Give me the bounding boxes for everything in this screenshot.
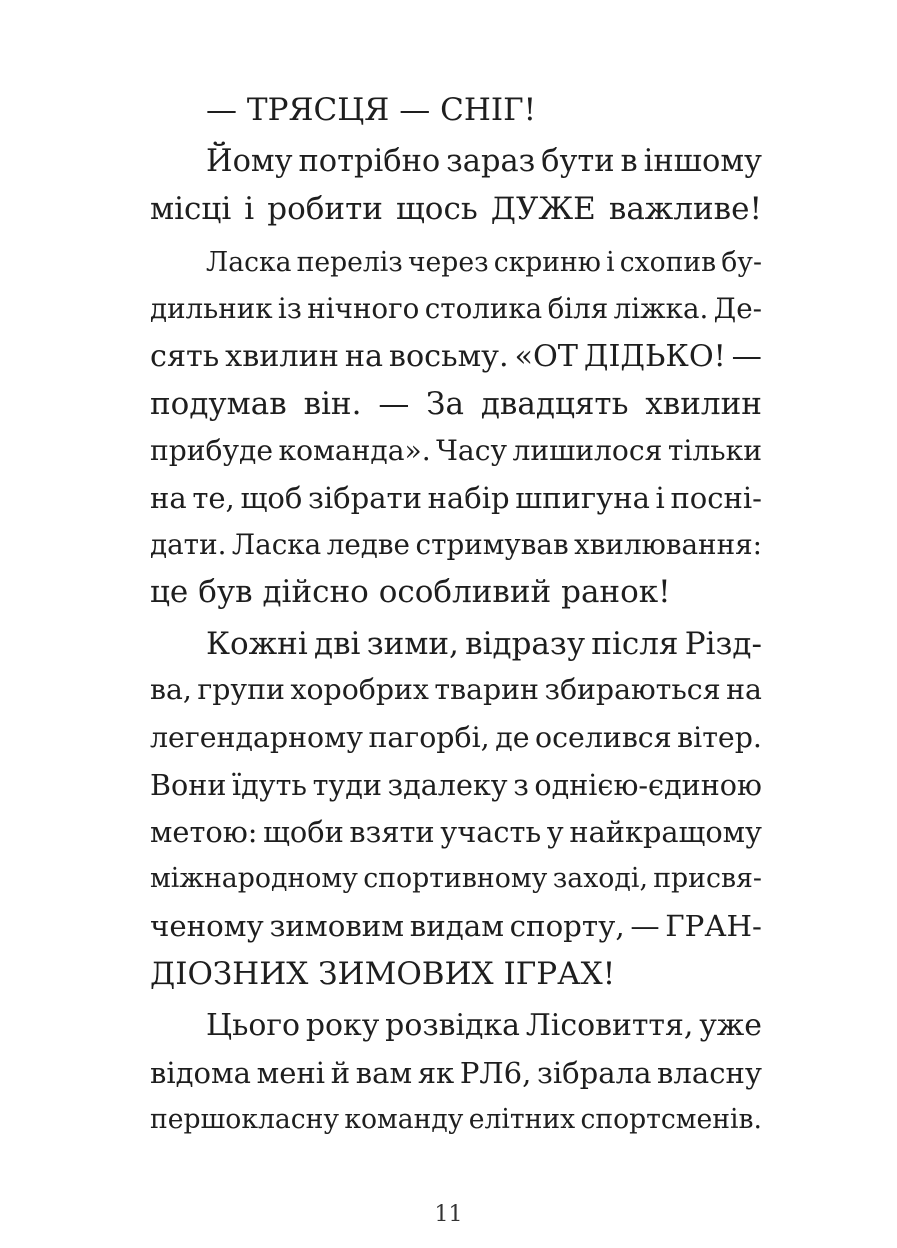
word: і bbox=[655, 481, 665, 515]
word: туди bbox=[312, 768, 382, 802]
word: Кожні bbox=[206, 626, 308, 662]
word: відразу bbox=[465, 626, 586, 662]
text-line bbox=[150, 568, 762, 616]
word: Йому bbox=[206, 144, 293, 179]
word: щось bbox=[395, 191, 478, 227]
word: оселився bbox=[535, 721, 672, 754]
word: схопив bbox=[619, 247, 717, 278]
word: здалеку bbox=[387, 768, 508, 802]
word: ДІДЬКО! bbox=[583, 339, 726, 374]
word: команда». bbox=[278, 434, 431, 467]
word: дати. bbox=[150, 528, 227, 561]
word: ДУЖЕ bbox=[490, 191, 596, 227]
text-line bbox=[150, 902, 762, 950]
word: метою: bbox=[150, 815, 258, 849]
word: дві bbox=[313, 626, 361, 662]
word: вітер. bbox=[677, 721, 762, 754]
text-line bbox=[150, 714, 762, 762]
word: легендарному bbox=[150, 721, 363, 754]
word: дильник bbox=[150, 292, 273, 325]
word: заході, bbox=[552, 863, 648, 894]
text-line bbox=[150, 666, 762, 714]
word: іншому bbox=[643, 144, 762, 179]
word: року bbox=[305, 1008, 380, 1043]
word: міжнародному bbox=[150, 863, 358, 894]
word: — bbox=[378, 386, 410, 422]
text-line bbox=[206, 620, 762, 668]
word: Ласка bbox=[231, 528, 322, 561]
word: тільки bbox=[667, 434, 762, 467]
word: тварин bbox=[434, 673, 539, 706]
word: на bbox=[344, 339, 384, 374]
word: вам bbox=[355, 1056, 413, 1090]
word: ранок! bbox=[561, 574, 671, 610]
word: ченому bbox=[150, 909, 264, 943]
word: і bbox=[606, 247, 615, 278]
word: зібрала bbox=[537, 1056, 652, 1090]
word: ва, bbox=[150, 673, 192, 706]
word: сять bbox=[150, 339, 220, 374]
word: Вони bbox=[150, 768, 227, 802]
word: переліз bbox=[296, 247, 403, 278]
word: першокласну bbox=[150, 1104, 340, 1135]
word: пагорбі, bbox=[368, 721, 490, 754]
text-line bbox=[206, 1002, 762, 1050]
word: видам bbox=[409, 909, 504, 943]
word: їдуть bbox=[231, 768, 307, 802]
word: присвя- bbox=[653, 863, 762, 894]
word: бути bbox=[541, 144, 615, 179]
word: відома bbox=[150, 1056, 251, 1090]
word: у bbox=[546, 815, 564, 849]
text-line bbox=[150, 950, 762, 998]
text-line bbox=[150, 521, 762, 569]
word: — bbox=[630, 909, 660, 943]
word: нічного bbox=[307, 292, 420, 325]
word: хвилин bbox=[225, 339, 339, 374]
word: після bbox=[591, 626, 679, 662]
word: був bbox=[198, 574, 253, 610]
word: це bbox=[150, 574, 189, 610]
text-line bbox=[206, 138, 762, 186]
word: робити bbox=[267, 191, 383, 227]
word: команду bbox=[344, 1104, 464, 1135]
word: уже bbox=[699, 1008, 762, 1043]
word: і bbox=[244, 191, 255, 227]
word: Різд- bbox=[684, 626, 762, 662]
text-line bbox=[150, 1096, 762, 1144]
text-line bbox=[150, 761, 762, 809]
word: особливий bbox=[378, 574, 552, 610]
word: розвідка bbox=[385, 1008, 520, 1043]
word: ТРЯСЦЯ bbox=[246, 92, 390, 128]
word: зібрати bbox=[308, 481, 422, 515]
word: двадцять bbox=[480, 386, 629, 422]
word: важливе! bbox=[608, 191, 762, 227]
word: мені bbox=[256, 1056, 326, 1090]
word: він. bbox=[303, 386, 362, 422]
word: елітних bbox=[468, 1104, 576, 1135]
word: зимовим bbox=[269, 909, 405, 943]
text-line bbox=[150, 1049, 762, 1097]
word: як bbox=[417, 1056, 455, 1090]
word: шпигуна bbox=[515, 481, 650, 515]
text-line bbox=[150, 185, 762, 233]
word: місці bbox=[150, 191, 232, 227]
word: через bbox=[407, 247, 489, 278]
word: восьму. bbox=[388, 339, 509, 374]
word: групи bbox=[197, 673, 285, 706]
text-line bbox=[150, 855, 762, 903]
word: те, bbox=[192, 481, 235, 515]
text-line bbox=[150, 808, 762, 856]
word: хоробрих bbox=[290, 673, 429, 706]
word: дійсно bbox=[262, 574, 369, 610]
word: потрібно bbox=[298, 144, 441, 179]
word: хвилювання: bbox=[574, 528, 762, 561]
text-line bbox=[150, 333, 762, 381]
word: ліжка. bbox=[613, 292, 709, 325]
word: в bbox=[620, 144, 638, 179]
word: ЗИМОВИХ bbox=[318, 956, 494, 992]
word: спортсменів. bbox=[580, 1104, 762, 1135]
word: столика bbox=[424, 292, 543, 325]
word: бу- bbox=[721, 247, 762, 278]
text-line bbox=[206, 239, 762, 287]
word: на bbox=[150, 481, 187, 515]
word: ІГРАХ! bbox=[503, 956, 616, 992]
text-line bbox=[150, 380, 762, 428]
word: участь bbox=[440, 815, 542, 849]
word: власну bbox=[657, 1056, 762, 1090]
word: лишилося bbox=[512, 434, 663, 467]
word: — bbox=[206, 92, 237, 128]
word: Ласка bbox=[206, 247, 292, 278]
word: набір bbox=[427, 481, 510, 515]
word: подумав bbox=[150, 386, 287, 422]
word: біля bbox=[547, 292, 609, 325]
word: хвилин bbox=[645, 386, 762, 422]
word: де bbox=[495, 721, 530, 754]
word: прибуде bbox=[150, 434, 274, 467]
text-line bbox=[206, 86, 762, 134]
word: РЛ6, bbox=[459, 1056, 532, 1090]
word: — bbox=[399, 92, 431, 128]
word: із bbox=[277, 292, 302, 325]
word: зими, bbox=[366, 626, 459, 662]
word: «ОТ bbox=[514, 339, 578, 374]
word: Цього bbox=[206, 1008, 301, 1043]
word: стримував bbox=[415, 528, 569, 561]
word: щоб bbox=[240, 481, 303, 515]
word: однією-єдиною bbox=[534, 768, 762, 802]
word: За bbox=[426, 386, 464, 422]
word: спортивному bbox=[363, 863, 548, 894]
word: й bbox=[330, 1056, 351, 1090]
word: зараз bbox=[446, 144, 536, 179]
text-line bbox=[150, 474, 762, 522]
word: Лісовиття, bbox=[525, 1008, 694, 1043]
text-line bbox=[150, 285, 762, 333]
word: з bbox=[513, 768, 529, 802]
word: ледве bbox=[326, 528, 411, 561]
word: — bbox=[731, 339, 762, 374]
word: найкращому bbox=[569, 815, 762, 849]
word: Часу bbox=[436, 434, 508, 467]
word: спорту, bbox=[509, 909, 625, 943]
page-number: 11 bbox=[434, 1202, 463, 1227]
word: ДІОЗНИХ bbox=[150, 956, 309, 992]
word: щоби bbox=[263, 815, 344, 849]
word: скриню bbox=[493, 247, 601, 278]
word: збираються bbox=[544, 673, 721, 706]
text-line bbox=[150, 427, 762, 475]
word: ГРАН- bbox=[665, 909, 762, 943]
word: посні- bbox=[670, 481, 762, 515]
word: Де- bbox=[713, 292, 762, 325]
word: СНІГ! bbox=[440, 92, 537, 128]
word: на bbox=[726, 673, 762, 706]
word: взяти bbox=[349, 815, 435, 849]
